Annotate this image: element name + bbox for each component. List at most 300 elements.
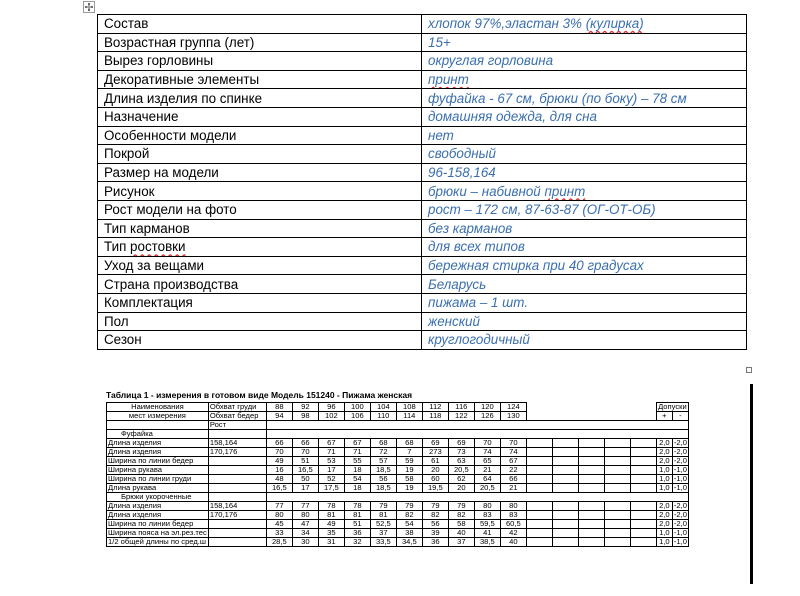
measure-value: 33 bbox=[266, 529, 292, 538]
measure-value: 17,5 bbox=[318, 484, 344, 493]
measure-value: 40 bbox=[448, 529, 474, 538]
measure-value: 39 bbox=[422, 529, 448, 538]
spec-key[interactable]: Состав bbox=[98, 15, 422, 34]
measure-value: 20 bbox=[448, 484, 474, 493]
empty-cell bbox=[266, 421, 688, 430]
tolerance-minus: - bbox=[672, 412, 688, 421]
measure-value: 20,5 bbox=[474, 484, 500, 493]
measure-row bbox=[107, 475, 689, 484]
measure-value: 77 bbox=[266, 502, 292, 511]
measure-value: 36 bbox=[344, 529, 370, 538]
empty-cell bbox=[526, 511, 552, 520]
hip-size: 94 bbox=[266, 412, 292, 421]
measure-value: 66 bbox=[266, 439, 292, 448]
hip-size: 126 bbox=[474, 412, 500, 421]
empty-cell bbox=[526, 466, 552, 475]
empty-cell bbox=[578, 502, 604, 511]
measure-value: 38 bbox=[396, 529, 422, 538]
spec-row bbox=[98, 238, 747, 257]
empty-cell bbox=[604, 448, 630, 457]
spec-row bbox=[98, 15, 747, 34]
column-header-name: Наименования bbox=[107, 403, 209, 412]
measure-value: 40 bbox=[500, 538, 526, 547]
empty-cell bbox=[526, 475, 552, 484]
measure-value: 60 bbox=[422, 475, 448, 484]
empty-cell bbox=[208, 493, 266, 502]
spec-value[interactable]: Беларусь bbox=[422, 275, 747, 294]
measure-value: 80 bbox=[266, 511, 292, 520]
hips-label: Обхват бедер bbox=[208, 412, 266, 421]
spec-value[interactable]: рост – 172 см, 87-63-87 (ОГ-ОТ-ОБ) bbox=[422, 200, 747, 219]
measure-value: 19 bbox=[396, 484, 422, 493]
measure-value: 72 bbox=[370, 448, 396, 457]
measure-value: 71 bbox=[344, 448, 370, 457]
spec-row bbox=[98, 256, 747, 275]
spec-key[interactable]: Комплектация bbox=[98, 293, 422, 312]
section-row bbox=[107, 430, 689, 439]
spec-value[interactable]: женский bbox=[422, 312, 747, 331]
empty-cell bbox=[604, 511, 630, 520]
measure-value: 81 bbox=[370, 511, 396, 520]
spec-key[interactable]: Пол bbox=[98, 312, 422, 331]
empty-cell bbox=[552, 511, 578, 520]
chest-size: 108 bbox=[396, 403, 422, 412]
measure-value: 35 bbox=[318, 529, 344, 538]
empty-cell bbox=[552, 466, 578, 475]
measure-value: 59 bbox=[396, 457, 422, 466]
measure-row bbox=[107, 439, 689, 448]
hip-size: 122 bbox=[448, 412, 474, 421]
empty-cell bbox=[552, 529, 578, 538]
spec-key[interactable]: Уход за вещами bbox=[98, 256, 422, 275]
spec-row bbox=[98, 219, 747, 238]
empty-cell bbox=[604, 475, 630, 484]
spec-value[interactable]: без карманов bbox=[422, 219, 747, 238]
measure-value: 50 bbox=[292, 475, 318, 484]
empty-cell bbox=[552, 520, 578, 529]
spec-row bbox=[98, 107, 747, 126]
measure-value: 65 bbox=[474, 457, 500, 466]
empty-cell bbox=[526, 439, 552, 448]
empty-cell bbox=[578, 439, 604, 448]
empty-cell bbox=[630, 520, 656, 529]
empty-cell bbox=[630, 538, 656, 547]
measure-height bbox=[208, 529, 266, 538]
table-resize-handle[interactable] bbox=[746, 367, 752, 373]
empty-cell bbox=[526, 502, 552, 511]
measure-height bbox=[208, 457, 266, 466]
measure-row bbox=[107, 466, 689, 475]
measure-value: 31 bbox=[318, 538, 344, 547]
measure-value: 34,5 bbox=[396, 538, 422, 547]
empty-cell bbox=[578, 529, 604, 538]
spec-row bbox=[98, 163, 747, 182]
measure-name: Ширина по линии бедер bbox=[107, 520, 209, 529]
tolerance-value: -2,0 bbox=[673, 456, 687, 465]
tolerance-value: -1,0 bbox=[673, 528, 687, 537]
spec-value[interactable]: фуфайка - 67 см, брюки (по боку) – 78 см bbox=[422, 89, 747, 108]
measure-value: 32 bbox=[344, 538, 370, 547]
measure-value: 19 bbox=[396, 466, 422, 475]
empty-cell bbox=[526, 448, 552, 457]
measure-value: 21 bbox=[500, 484, 526, 493]
measure-value: 58 bbox=[448, 520, 474, 529]
measure-value: 78 bbox=[344, 502, 370, 511]
spec-row bbox=[98, 312, 747, 331]
empty-cell bbox=[526, 457, 552, 466]
chest-size: 120 bbox=[474, 403, 500, 412]
chest-label: Обхват груди bbox=[208, 403, 266, 412]
measure-height bbox=[208, 475, 266, 484]
empty-cell bbox=[630, 484, 656, 493]
measure-value: 66 bbox=[500, 475, 526, 484]
tolerance-value: 2,0 bbox=[656, 448, 672, 457]
spec-value[interactable]: бережная стирка при 40 градусах bbox=[422, 256, 747, 275]
measure-value: 45 bbox=[266, 520, 292, 529]
measure-value: 78 bbox=[318, 502, 344, 511]
measure-value: 57 bbox=[370, 457, 396, 466]
measure-value: 30 bbox=[292, 538, 318, 547]
spec-key[interactable]: Сезон bbox=[98, 331, 422, 350]
measure-name: Длина рукава bbox=[107, 484, 209, 493]
tolerance-value: 2,0 bbox=[656, 457, 672, 466]
measure-value: 83 bbox=[500, 511, 526, 520]
spec-key[interactable]: Декоративные элементы bbox=[98, 70, 422, 89]
measure-value: 67 bbox=[500, 457, 526, 466]
spec-value[interactable]: свободный bbox=[422, 145, 747, 164]
spec-row bbox=[98, 275, 747, 294]
empty-cell bbox=[578, 511, 604, 520]
measure-value: 18,5 bbox=[370, 466, 396, 475]
measure-value: 56 bbox=[422, 520, 448, 529]
measure-value: 52,5 bbox=[370, 520, 396, 529]
measure-value: 80 bbox=[292, 511, 318, 520]
table-move-handle-icon[interactable]: ✢ bbox=[84, 2, 94, 14]
spec-row bbox=[98, 182, 747, 201]
height-label: Рост bbox=[208, 421, 266, 430]
measure-value: 38,5 bbox=[474, 538, 500, 547]
tolerance-value: -2,0 bbox=[673, 519, 687, 528]
spec-key[interactable]: Длина изделия по спинке bbox=[98, 89, 422, 108]
measure-height: 158,164 bbox=[208, 502, 266, 511]
hip-size: 102 bbox=[318, 412, 344, 421]
empty-cell bbox=[526, 529, 552, 538]
measure-value: 34 bbox=[292, 529, 318, 538]
empty-cell bbox=[604, 502, 630, 511]
tolerance-value: -1,0 bbox=[673, 537, 687, 546]
measure-height: 158,164 bbox=[208, 439, 266, 448]
spec-value[interactable]: 96-158,164 bbox=[422, 163, 747, 182]
measure-value: 64 bbox=[474, 475, 500, 484]
measure-value: 63 bbox=[448, 457, 474, 466]
spec-value[interactable]: для всех типов bbox=[422, 238, 747, 257]
empty-cell bbox=[526, 484, 552, 493]
measure-row bbox=[107, 484, 689, 493]
empty-cell bbox=[208, 430, 266, 439]
spec-key[interactable]: Размер на модели bbox=[98, 163, 422, 182]
chest-size: 88 bbox=[266, 403, 292, 412]
measure-value: 49 bbox=[318, 520, 344, 529]
empty-cell bbox=[578, 448, 604, 457]
measure-value: 16,5 bbox=[292, 466, 318, 475]
empty-cell bbox=[526, 538, 552, 547]
hip-size: 118 bbox=[422, 412, 448, 421]
measure-height bbox=[208, 484, 266, 493]
tolerance-value: 2,0 bbox=[656, 502, 672, 511]
measure-value: 17 bbox=[292, 484, 318, 493]
measure-value: 33,5 bbox=[370, 538, 396, 547]
spec-value[interactable]: нет bbox=[422, 126, 747, 145]
section-title: Фуфайка bbox=[107, 430, 209, 439]
spec-value[interactable]: хлопок 97%,эластан 3% (кулирка) bbox=[422, 15, 747, 34]
empty-cell bbox=[630, 457, 656, 466]
empty-cell bbox=[552, 484, 578, 493]
spec-row bbox=[98, 293, 747, 312]
empty-cell bbox=[578, 475, 604, 484]
tolerance-value: 2,0 bbox=[656, 520, 672, 529]
empty-cell bbox=[552, 457, 578, 466]
product-spec-table bbox=[97, 14, 747, 350]
measure-row bbox=[107, 538, 689, 547]
empty-cell bbox=[630, 502, 656, 511]
spec-value[interactable]: округлая горловина bbox=[422, 52, 747, 71]
spec-row bbox=[98, 89, 747, 108]
measure-value: 16,5 bbox=[266, 484, 292, 493]
measure-value: 77 bbox=[292, 502, 318, 511]
tolerance-value: 1,0 bbox=[656, 475, 672, 484]
measurement-table-image bbox=[104, 384, 754, 584]
measure-value: 82 bbox=[448, 511, 474, 520]
empty-cell bbox=[552, 475, 578, 484]
empty-cell bbox=[266, 430, 688, 439]
empty-cell bbox=[552, 538, 578, 547]
measure-value: 71 bbox=[318, 448, 344, 457]
measure-height bbox=[208, 466, 266, 475]
measure-height bbox=[208, 538, 266, 547]
spec-key[interactable]: Рост модели на фото bbox=[98, 200, 422, 219]
measure-value: 48 bbox=[266, 475, 292, 484]
spec-row bbox=[98, 33, 747, 52]
empty-cell bbox=[604, 484, 630, 493]
hip-size: 110 bbox=[370, 412, 396, 421]
spec-value[interactable]: брюки – набивной принт bbox=[422, 182, 747, 201]
empty-cell bbox=[552, 439, 578, 448]
empty-cell bbox=[578, 484, 604, 493]
spec-value[interactable]: пижама – 1 шт. bbox=[422, 293, 747, 312]
measure-value: 80 bbox=[500, 502, 526, 511]
tolerance-value: 1,0 bbox=[656, 466, 672, 475]
measure-value: 60,5 bbox=[500, 520, 526, 529]
empty-cell bbox=[630, 475, 656, 484]
empty-cell bbox=[630, 529, 656, 538]
measure-value: 20,5 bbox=[448, 466, 474, 475]
empty-cell bbox=[526, 520, 552, 529]
measure-value: 81 bbox=[318, 511, 344, 520]
spec-value[interactable]: круглогодичный bbox=[422, 331, 747, 350]
measure-name: Длина изделия bbox=[107, 439, 209, 448]
tolerance-value: -2,0 bbox=[673, 501, 687, 510]
measure-name: Ширина по линии груди bbox=[107, 475, 209, 484]
measure-value: 79 bbox=[422, 502, 448, 511]
spec-row bbox=[98, 126, 747, 145]
empty-cell bbox=[604, 529, 630, 538]
section-row bbox=[107, 493, 689, 502]
spec-row bbox=[98, 200, 747, 219]
measure-value: 47 bbox=[292, 520, 318, 529]
empty-cell bbox=[552, 448, 578, 457]
spec-key[interactable]: Тип ростовки bbox=[98, 238, 422, 257]
measure-row bbox=[107, 511, 689, 520]
measure-row bbox=[107, 502, 689, 511]
empty-cell bbox=[630, 448, 656, 457]
measure-value: 67 bbox=[344, 439, 370, 448]
chest-size: 124 bbox=[500, 403, 526, 412]
measure-name: Ширина пояса на эл.рез.тес bbox=[108, 528, 207, 537]
section-title: Брюки укороченные bbox=[107, 493, 209, 502]
measure-header-row bbox=[107, 412, 689, 421]
measure-value: 69 bbox=[448, 439, 474, 448]
empty-cell bbox=[604, 466, 630, 475]
measure-value: 21 bbox=[474, 466, 500, 475]
measure-value: 18,5 bbox=[370, 484, 396, 493]
chest-size: 100 bbox=[344, 403, 370, 412]
measure-name: Ширина по линии бедер bbox=[107, 457, 209, 466]
measure-value: 51 bbox=[292, 457, 318, 466]
measure-value: 18 bbox=[344, 484, 370, 493]
measure-value: 49 bbox=[266, 457, 292, 466]
tolerance-value: 2,0 bbox=[656, 439, 672, 448]
page-edge-bar bbox=[750, 384, 753, 584]
measure-value: 66 bbox=[292, 439, 318, 448]
empty-cell bbox=[578, 457, 604, 466]
measure-value: 82 bbox=[422, 511, 448, 520]
measure-name: Длина изделия bbox=[107, 502, 209, 511]
tolerance-value: -2,0 bbox=[673, 447, 687, 456]
hip-size: 106 bbox=[344, 412, 370, 421]
empty-cell bbox=[630, 466, 656, 475]
spec-row bbox=[98, 52, 747, 71]
spec-value[interactable]: домашняя одежда, для сна bbox=[422, 107, 747, 126]
measure-name: Ширина рукава bbox=[107, 466, 209, 475]
spec-row bbox=[98, 70, 747, 89]
empty-cell bbox=[578, 538, 604, 547]
measure-value: 79 bbox=[448, 502, 474, 511]
measure-value: 28,5 bbox=[266, 538, 292, 547]
empty-cell bbox=[604, 457, 630, 466]
measure-value: 16 bbox=[266, 466, 292, 475]
empty-cell bbox=[630, 439, 656, 448]
tolerance-value: 1,0 bbox=[656, 529, 672, 538]
measure-name: Длина изделия bbox=[107, 448, 209, 457]
measure-height: 170,176 bbox=[208, 448, 266, 457]
tolerance-value: -1,0 bbox=[673, 483, 687, 492]
measure-value: 79 bbox=[396, 502, 422, 511]
measure-value: 82 bbox=[396, 511, 422, 520]
spec-key[interactable]: Назначение bbox=[98, 107, 422, 126]
empty-cell bbox=[630, 511, 656, 520]
measure-header-row bbox=[107, 403, 689, 412]
tolerance-value: 1,0 bbox=[656, 538, 672, 547]
measure-name: Длина изделия bbox=[107, 511, 209, 520]
spec-key[interactable]: Тип карманов bbox=[98, 219, 422, 238]
spec-row bbox=[98, 145, 747, 164]
spec-key[interactable]: Страна производства bbox=[98, 275, 422, 294]
measure-value: 56 bbox=[370, 475, 396, 484]
measurement-title: Таблица 1 - измерения в готовом виде Модель 151240 - Пижама женская bbox=[106, 390, 413, 400]
chest-size: 96 bbox=[318, 403, 344, 412]
tolerance-value: -2,0 bbox=[673, 438, 687, 447]
measure-value: 7 bbox=[396, 448, 422, 457]
empty-cell bbox=[107, 421, 209, 430]
measure-value: 37 bbox=[370, 529, 396, 538]
empty-cell bbox=[526, 403, 656, 412]
measure-value: 17 bbox=[318, 466, 344, 475]
spec-key[interactable]: Рисунок bbox=[98, 182, 422, 201]
empty-cell bbox=[604, 538, 630, 547]
empty-cell bbox=[552, 502, 578, 511]
measure-value: 18 bbox=[344, 466, 370, 475]
measure-value: 52 bbox=[318, 475, 344, 484]
chest-size: 92 bbox=[292, 403, 318, 412]
tolerance-value: -2,0 bbox=[673, 510, 687, 519]
measure-value: 61 bbox=[422, 457, 448, 466]
measure-value: 70 bbox=[266, 448, 292, 457]
measure-height: 170,176 bbox=[208, 511, 266, 520]
spec-value[interactable]: 15+ bbox=[422, 33, 747, 52]
measure-value: 68 bbox=[370, 439, 396, 448]
measure-value: 70 bbox=[292, 448, 318, 457]
measure-value: 79 bbox=[370, 502, 396, 511]
measure-value: 80 bbox=[474, 502, 500, 511]
measure-row bbox=[107, 529, 689, 538]
empty-cell bbox=[266, 493, 688, 502]
chest-size: 116 bbox=[448, 403, 474, 412]
measure-value: 41 bbox=[474, 529, 500, 538]
spec-key[interactable]: Вырез горловины bbox=[98, 52, 422, 71]
measure-name: 1/2 общей длины по сред.ш bbox=[107, 538, 209, 547]
spec-key[interactable]: Особенности модели bbox=[98, 126, 422, 145]
spec-value[interactable]: принт bbox=[422, 70, 747, 89]
measure-row bbox=[107, 520, 689, 529]
measure-value: 55 bbox=[344, 457, 370, 466]
measure-value: 73 bbox=[448, 448, 474, 457]
measure-value: 54 bbox=[396, 520, 422, 529]
measure-value: 62 bbox=[448, 475, 474, 484]
measure-value: 51 bbox=[344, 520, 370, 529]
spec-key[interactable]: Возрастная группа (лет) bbox=[98, 33, 422, 52]
measure-value: 70 bbox=[500, 439, 526, 448]
empty-cell bbox=[604, 520, 630, 529]
height-label-row bbox=[107, 421, 689, 430]
measure-row bbox=[107, 448, 689, 457]
measure-value: 59,5 bbox=[474, 520, 500, 529]
tolerance-value: -1,0 bbox=[673, 465, 687, 474]
hip-size: 98 bbox=[292, 412, 318, 421]
tolerance-value: -1,0 bbox=[673, 474, 687, 483]
chest-size: 112 bbox=[422, 403, 448, 412]
measure-value: 53 bbox=[318, 457, 344, 466]
chest-size: 104 bbox=[370, 403, 396, 412]
spec-key[interactable]: Покрой bbox=[98, 145, 422, 164]
measure-value: 19,5 bbox=[422, 484, 448, 493]
measure-value: 273 bbox=[422, 448, 448, 457]
empty-cell bbox=[604, 439, 630, 448]
measure-value: 70 bbox=[474, 439, 500, 448]
measure-value: 58 bbox=[396, 475, 422, 484]
measure-row bbox=[107, 457, 689, 466]
tolerance-value: 2,0 bbox=[656, 511, 672, 520]
empty-cell bbox=[578, 520, 604, 529]
